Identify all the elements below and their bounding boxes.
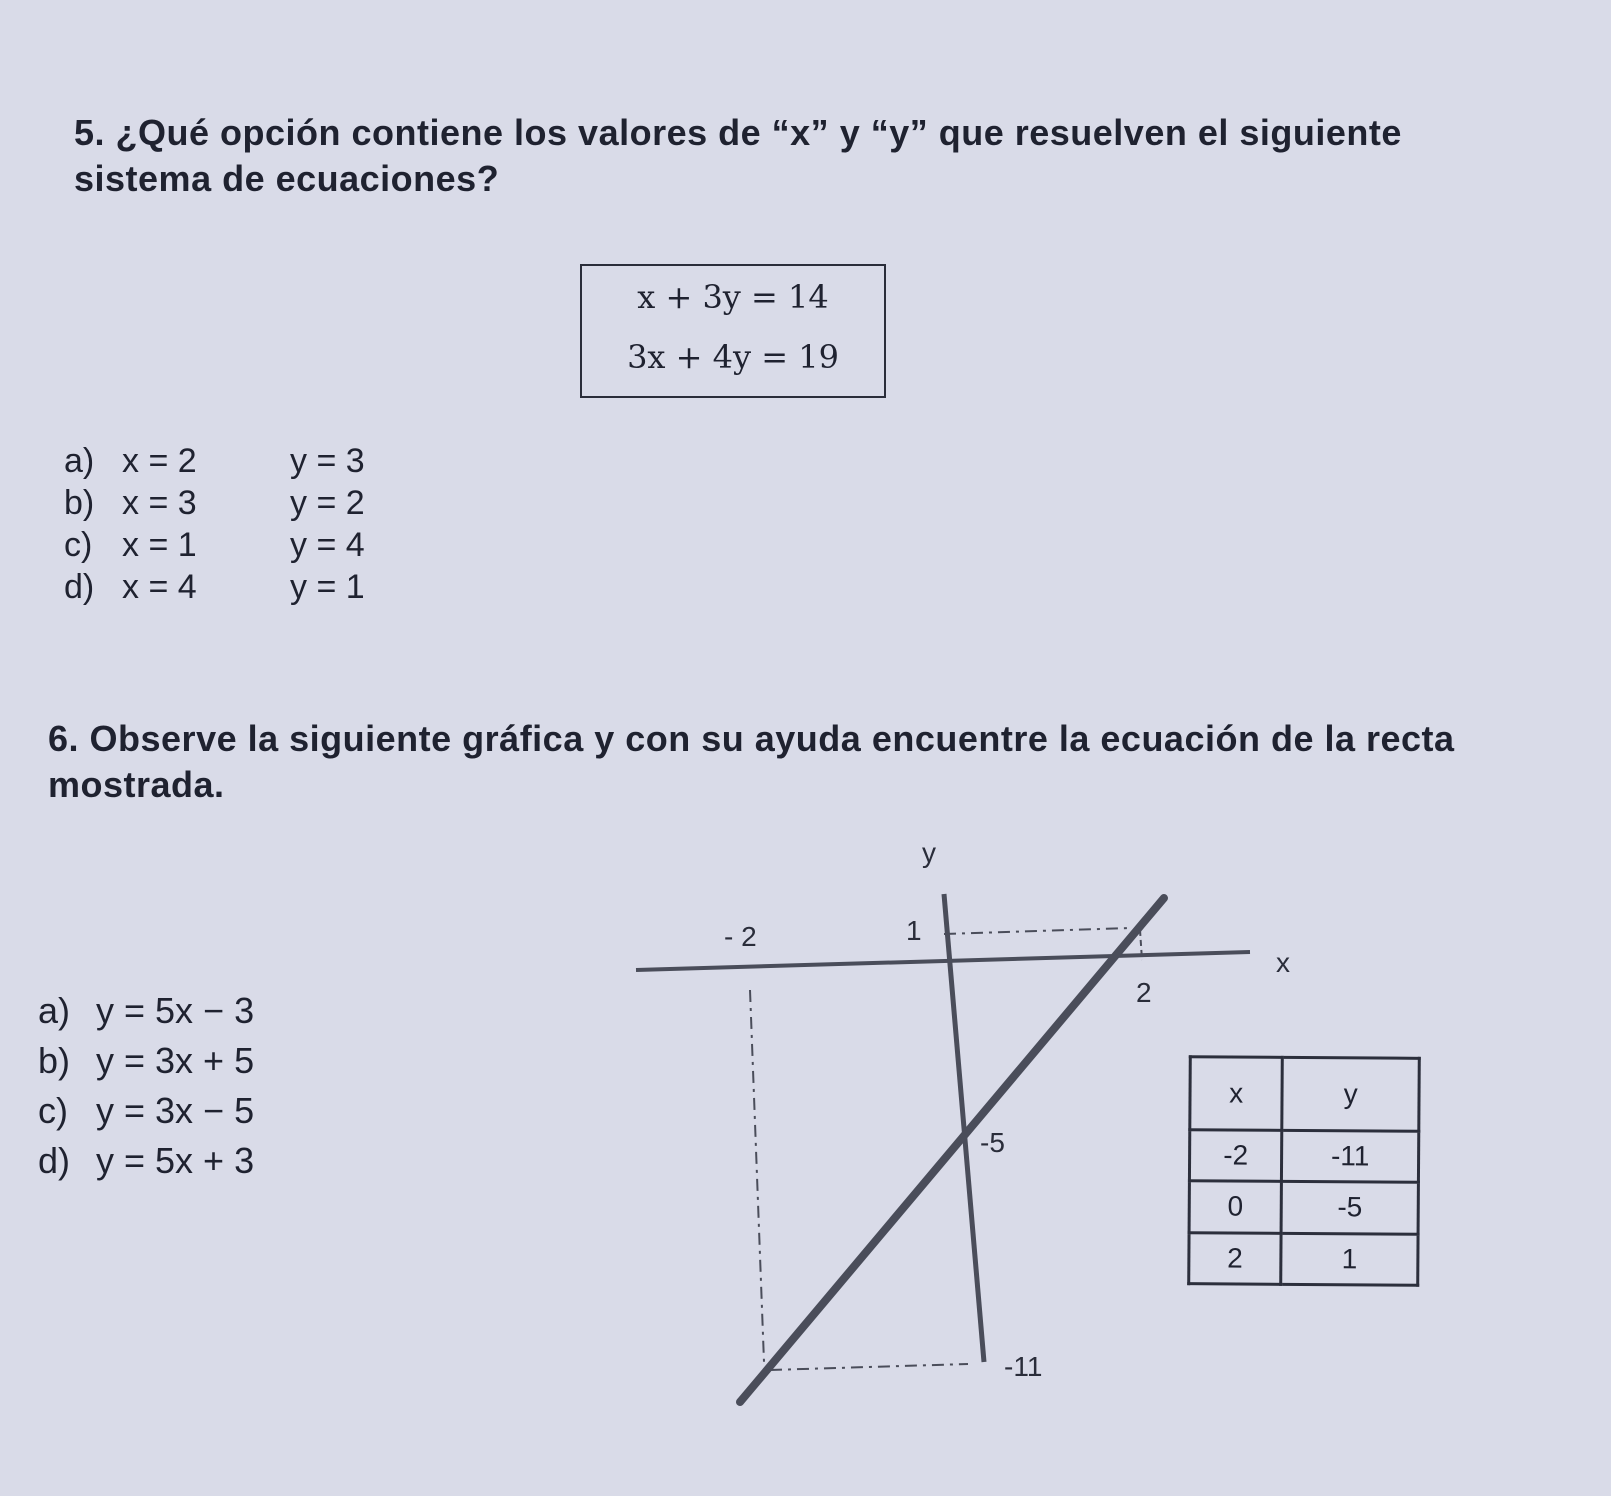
option-letter: b) [64, 484, 95, 522]
option-y-value: y = 1 [290, 568, 365, 606]
guide-y-neg11 [770, 1364, 968, 1370]
option-letter: c) [38, 1090, 68, 1131]
option-y-value: y = 4 [290, 526, 365, 564]
label-y-1: 1 [906, 915, 922, 946]
table-cell: -5 [1281, 1182, 1418, 1234]
label-y-neg11: -11 [1004, 1351, 1043, 1382]
table-header-row [1190, 1057, 1420, 1132]
question-5-title: 5. ¿Qué opción contiene los valores de “x” y “y” que resuelven el siguiente sistema de ecuaciones? [74, 112, 1402, 199]
table-header-x: x [1190, 1057, 1283, 1131]
option-letter: c) [64, 526, 93, 564]
option-x-value: x = 2 [122, 442, 197, 480]
values-table [1187, 1055, 1421, 1287]
option-x-value: x = 3 [122, 484, 197, 522]
table-row [1189, 1181, 1418, 1234]
table-cell: 1 [1281, 1233, 1418, 1285]
option-letter: a) [38, 990, 71, 1031]
option-y-value: y = 2 [290, 484, 365, 522]
option-letter: d) [64, 568, 95, 606]
label-y-neg5: -5 [980, 1127, 1005, 1158]
option-letter: d) [38, 1140, 71, 1181]
equation-1: x + 3y = 14 [637, 278, 829, 316]
option-x-value: x = 4 [122, 568, 197, 606]
table-cell: -11 [1282, 1130, 1419, 1182]
option-x-value: x = 1 [122, 526, 197, 564]
guide-y-1 [944, 928, 1130, 934]
option-letter: b) [38, 1040, 71, 1081]
table-cell: -2 [1189, 1130, 1282, 1182]
guide-x-neg2 [750, 990, 764, 1362]
x-axis-label: x [1276, 947, 1290, 978]
table-cell: 0 [1189, 1181, 1282, 1233]
question-6-title: 6. Observe la siguiente gráfica y con su ayuda encuentre la ecuación de la recta mostrada. [48, 718, 1455, 805]
label-x-neg2: - 2 [724, 921, 757, 952]
equation-2: 3x + 4y = 19 [627, 338, 839, 376]
option-equation: y = 3x − 5 [96, 1090, 255, 1131]
option-letter: a) [64, 442, 95, 480]
table-row [1189, 1232, 1418, 1285]
option-equation: y = 5x + 3 [96, 1140, 255, 1181]
y-axis [944, 894, 984, 1362]
option-equation: y = 3x + 5 [96, 1040, 255, 1081]
table-row [1189, 1130, 1418, 1183]
label-x-2: 2 [1136, 977, 1152, 1008]
x-axis [636, 952, 1250, 970]
table-cell: 2 [1189, 1232, 1282, 1284]
y-axis-label: y [922, 837, 936, 868]
option-equation: y = 5x − 3 [96, 990, 255, 1031]
table-header-y: y [1282, 1057, 1419, 1131]
option-y-value: y = 3 [290, 442, 365, 480]
